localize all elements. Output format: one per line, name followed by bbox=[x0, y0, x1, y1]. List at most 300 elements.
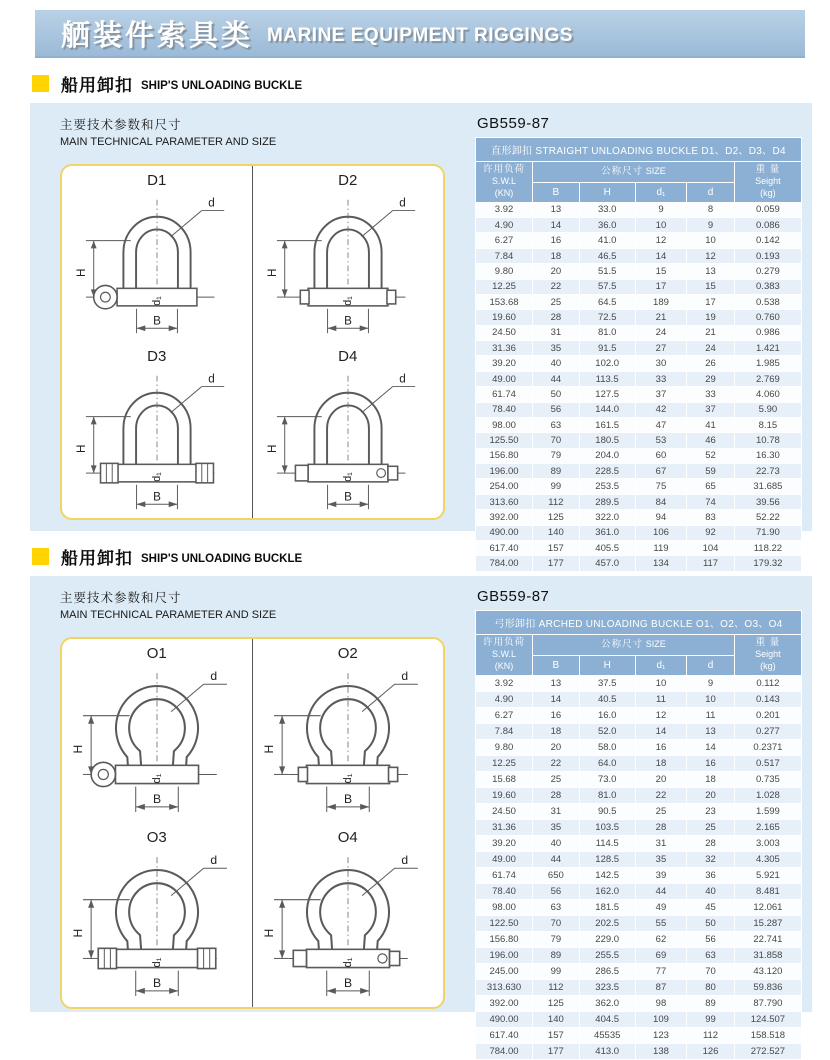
table-cell: 119 bbox=[635, 540, 687, 555]
table-cell: 10 bbox=[687, 233, 735, 248]
table-cell: 112 bbox=[533, 494, 580, 509]
table-title: 直形卸扣 STRAIGHT UNLOADING BUCKLE D1、D2、D3、D4 bbox=[476, 138, 802, 162]
table-row bbox=[476, 310, 802, 325]
dim-label-h: H bbox=[261, 928, 276, 938]
table-cell: 42 bbox=[635, 402, 687, 417]
table-row bbox=[476, 294, 802, 309]
table-cell: 35 bbox=[533, 341, 580, 356]
table-cell: 127.5 bbox=[579, 387, 635, 402]
diagram-label: O3 bbox=[146, 829, 167, 846]
table-cell: 286.5 bbox=[579, 963, 635, 979]
table-cell: 22 bbox=[533, 279, 580, 294]
dee-shackle-eye-pin-diagram bbox=[69, 190, 245, 338]
dim-label-b: B bbox=[343, 975, 352, 990]
dim-label-d: d bbox=[401, 853, 408, 868]
table-cell: 1.421 bbox=[734, 341, 801, 356]
table-cell: 8.481 bbox=[734, 883, 801, 899]
table-cell: 650 bbox=[533, 867, 580, 883]
section-heading-straight bbox=[32, 71, 800, 96]
param-label-zh: 主要技术参数和尺寸 bbox=[60, 591, 182, 605]
banner-title-en: MARINE EQUIPMENT RIGGINGS bbox=[267, 25, 573, 46]
table-cell: 16 bbox=[635, 739, 687, 755]
section-title-en: SHIP'S UNLOADING BUCKLE bbox=[141, 552, 303, 565]
dee-shackle-flush-pin-diagram bbox=[260, 190, 436, 338]
table-cell: 158.518 bbox=[734, 1027, 801, 1043]
standard-code: GB559-87 bbox=[477, 588, 550, 605]
table-cell: 6.27 bbox=[476, 707, 533, 723]
table-cell: 413.0 bbox=[579, 1043, 635, 1059]
table-cell: 92 bbox=[687, 525, 735, 540]
table-row bbox=[476, 264, 802, 279]
table-row bbox=[476, 691, 802, 707]
table-cell: 29 bbox=[687, 371, 735, 386]
col-header-h: H bbox=[579, 182, 635, 202]
table-cell: 63 bbox=[533, 417, 580, 432]
table-cell: 28 bbox=[533, 310, 580, 325]
table-cell: 202.5 bbox=[579, 915, 635, 931]
table-cell: 323.5 bbox=[579, 979, 635, 995]
table-cell: 17 bbox=[687, 294, 735, 309]
col-header-weight: 重 量 Seight (kg) bbox=[734, 162, 801, 203]
col-header-d: d bbox=[687, 655, 735, 675]
table-cell: 13 bbox=[687, 723, 735, 739]
table-cell: 49.00 bbox=[476, 371, 533, 386]
dee-shackle-cotter-pin-diagram bbox=[260, 366, 436, 514]
bow-shackle-cotter-pin-diagram bbox=[260, 847, 436, 1001]
table-cell: 37.5 bbox=[579, 675, 635, 691]
table-cell: 44 bbox=[635, 883, 687, 899]
table-cell: 78.40 bbox=[476, 883, 533, 899]
table-cell: 617.40 bbox=[476, 540, 533, 555]
table-cell: 74 bbox=[687, 494, 735, 509]
table-cell: 1.985 bbox=[734, 356, 801, 371]
table-row bbox=[476, 835, 802, 851]
table-cell: 21 bbox=[635, 310, 687, 325]
table-cell: 0.2371 bbox=[734, 739, 801, 755]
col-header-swl: 许用负荷 S.W.L (KN) bbox=[476, 635, 533, 676]
table-cell: 33 bbox=[687, 387, 735, 402]
table-cell: 40 bbox=[533, 835, 580, 851]
section-title-zh: 船用卸扣 bbox=[61, 76, 133, 95]
diagram-box-straight bbox=[60, 164, 445, 520]
table-cell: 87 bbox=[635, 979, 687, 995]
table-cell: 12.25 bbox=[476, 279, 533, 294]
table-cell: 138 bbox=[635, 1043, 687, 1059]
table-row bbox=[476, 915, 802, 931]
table-cell: 81.0 bbox=[579, 325, 635, 340]
table-cell: 142.5 bbox=[579, 867, 635, 883]
table-cell: 19 bbox=[687, 310, 735, 325]
table-cell: 63 bbox=[687, 947, 735, 963]
table-cell: 81.0 bbox=[579, 787, 635, 803]
table-cell: 10 bbox=[687, 691, 735, 707]
table-cell: 10 bbox=[635, 218, 687, 233]
table-row bbox=[476, 233, 802, 248]
dim-label-d1: d₁ bbox=[150, 472, 163, 482]
table-cell: 784.00 bbox=[476, 556, 533, 571]
dim-label-d: d bbox=[399, 196, 406, 210]
table-row bbox=[476, 448, 802, 463]
table-cell: 156.80 bbox=[476, 448, 533, 463]
table-row bbox=[476, 248, 802, 263]
table-cell: 177 bbox=[533, 556, 580, 571]
table-row bbox=[476, 341, 802, 356]
yellow-bullet-icon bbox=[32, 75, 49, 92]
table-cell: 89 bbox=[533, 947, 580, 963]
table-cell: 61.74 bbox=[476, 867, 533, 883]
table-cell: 617.40 bbox=[476, 1027, 533, 1043]
table-cell: 13 bbox=[533, 675, 580, 691]
table-cell: 189 bbox=[635, 294, 687, 309]
table-cell: 16 bbox=[687, 755, 735, 771]
diagram-label: D4 bbox=[338, 348, 358, 365]
param-label-en: MAIN TECHNICAL PARAMETER AND SIZE bbox=[60, 609, 277, 621]
table-row bbox=[476, 494, 802, 509]
table-cell: 181.5 bbox=[579, 899, 635, 915]
table-row bbox=[476, 819, 802, 835]
table-cell: 59 bbox=[687, 464, 735, 479]
table-column bbox=[475, 115, 802, 570]
diagram-cell-d4 bbox=[253, 342, 444, 518]
table-cell: 0.112 bbox=[734, 675, 801, 691]
dim-label-b: B bbox=[343, 791, 352, 806]
table-cell: 392.00 bbox=[476, 510, 533, 525]
table-row bbox=[476, 979, 802, 995]
table-cell: 71.90 bbox=[734, 525, 801, 540]
table-cell: 322.0 bbox=[579, 510, 635, 525]
dim-label-h: H bbox=[261, 744, 276, 754]
table-cell: 21 bbox=[687, 325, 735, 340]
table-row bbox=[476, 739, 802, 755]
table-title: 弓形卸扣 ARCHED UNLOADING BUCKLE O1、O2、O3、O4 bbox=[476, 611, 802, 635]
dim-label-d1: d₁ bbox=[341, 296, 354, 306]
table-cell: 89 bbox=[687, 995, 735, 1011]
table-cell: 4.90 bbox=[476, 218, 533, 233]
table-cell: 24.50 bbox=[476, 325, 533, 340]
table-cell: 25 bbox=[687, 819, 735, 835]
table-row bbox=[476, 803, 802, 819]
table-cell: 53 bbox=[635, 433, 687, 448]
col-header-b: B bbox=[533, 182, 580, 202]
table-cell: 5.921 bbox=[734, 867, 801, 883]
dim-label-d1: d₁ bbox=[341, 773, 354, 784]
table-cell: 70 bbox=[687, 963, 735, 979]
table-cell: 0.383 bbox=[734, 279, 801, 294]
table-cell: 11 bbox=[635, 691, 687, 707]
table-cell: 254.00 bbox=[476, 479, 533, 494]
table-column bbox=[475, 588, 802, 1057]
arched-buckle-table bbox=[475, 610, 802, 1060]
table-cell: 490.00 bbox=[476, 525, 533, 540]
table-cell: 35 bbox=[635, 851, 687, 867]
table-cell: 22 bbox=[635, 787, 687, 803]
table-cell: 15 bbox=[635, 264, 687, 279]
dim-label-d1: d₁ bbox=[150, 957, 163, 968]
section-title-en: SHIP'S UNLOADING BUCKLE bbox=[141, 79, 303, 92]
table-cell: 22.741 bbox=[734, 931, 801, 947]
table-cell: 45 bbox=[687, 899, 735, 915]
table-cell: 7.84 bbox=[476, 248, 533, 263]
dim-label-h: H bbox=[70, 928, 85, 938]
table-cell: 4.060 bbox=[734, 387, 801, 402]
table-cell: 144.0 bbox=[579, 402, 635, 417]
table-cell: 0.193 bbox=[734, 248, 801, 263]
table-cell: 46.5 bbox=[579, 248, 635, 263]
table-row bbox=[476, 1043, 802, 1059]
table-row bbox=[476, 771, 802, 787]
table-cell: 102.0 bbox=[579, 356, 635, 371]
table-cell: 84 bbox=[635, 494, 687, 509]
table-cell: 12 bbox=[635, 707, 687, 723]
table-cell: 31 bbox=[635, 835, 687, 851]
table-cell: 14 bbox=[635, 248, 687, 263]
section-panel-arched bbox=[30, 576, 812, 1057]
table-cell: 12 bbox=[635, 233, 687, 248]
table-cell: 9.80 bbox=[476, 264, 533, 279]
table-row bbox=[476, 723, 802, 739]
table-cell: 99 bbox=[533, 963, 580, 979]
table-cell: 123 bbox=[635, 1027, 687, 1043]
table-cell: 12.25 bbox=[476, 755, 533, 771]
table-cell: 196.00 bbox=[476, 464, 533, 479]
table-cell: 62 bbox=[635, 931, 687, 947]
table-cell: 125 bbox=[533, 510, 580, 525]
table-cell: 4.305 bbox=[734, 851, 801, 867]
table-cell: 3.92 bbox=[476, 675, 533, 691]
table-cell: 3.003 bbox=[734, 835, 801, 851]
table-row bbox=[476, 387, 802, 402]
dim-label-h: H bbox=[265, 444, 279, 453]
table-cell: 69 bbox=[635, 947, 687, 963]
table-row bbox=[476, 1027, 802, 1043]
table-cell: 50 bbox=[533, 387, 580, 402]
table-cell: 8.15 bbox=[734, 417, 801, 432]
table-cell: 19.60 bbox=[476, 310, 533, 325]
table-cell: 11 bbox=[687, 707, 735, 723]
table-cell: 31.36 bbox=[476, 819, 533, 835]
diagram-label: O1 bbox=[146, 645, 167, 662]
table-cell: 272.527 bbox=[734, 1043, 801, 1059]
table-row bbox=[476, 540, 802, 555]
table-cell: 44 bbox=[533, 371, 580, 386]
table-cell: 156.80 bbox=[476, 931, 533, 947]
table-cell: 229.0 bbox=[579, 931, 635, 947]
table-cell: 23 bbox=[687, 803, 735, 819]
table-cell: 9.80 bbox=[476, 739, 533, 755]
table-cell: 78.40 bbox=[476, 402, 533, 417]
table-cell: 104 bbox=[687, 540, 735, 555]
table-cell: 59.836 bbox=[734, 979, 801, 995]
table-cell: 177 bbox=[533, 1043, 580, 1059]
table-row bbox=[476, 433, 802, 448]
table-cell: 490.00 bbox=[476, 1011, 533, 1027]
table-cell: 14 bbox=[687, 739, 735, 755]
bow-shackle-eye-pin-diagram bbox=[69, 663, 245, 817]
table-cell: 28 bbox=[687, 835, 735, 851]
table-cell: 79 bbox=[533, 448, 580, 463]
table-row bbox=[476, 325, 802, 340]
table-row bbox=[476, 371, 802, 386]
table-cell: 33 bbox=[635, 371, 687, 386]
table-cell: 6.27 bbox=[476, 233, 533, 248]
dim-label-b: B bbox=[152, 791, 161, 806]
table-row bbox=[476, 479, 802, 494]
table-cell: 75 bbox=[635, 479, 687, 494]
col-header-h: H bbox=[579, 655, 635, 675]
table-row bbox=[476, 963, 802, 979]
table-cell: 14 bbox=[533, 691, 580, 707]
diagram-cell-o1 bbox=[62, 639, 253, 823]
table-cell: 39.56 bbox=[734, 494, 801, 509]
table-cell: 228.5 bbox=[579, 464, 635, 479]
table-cell: 79 bbox=[533, 931, 580, 947]
table-cell: 18 bbox=[533, 723, 580, 739]
table-cell: 31.36 bbox=[476, 341, 533, 356]
dim-label-b: B bbox=[152, 490, 161, 504]
table-cell: 73.0 bbox=[579, 771, 635, 787]
table-cell: 16.0 bbox=[579, 707, 635, 723]
table-cell: 15.287 bbox=[734, 915, 801, 931]
table-cell: 140 bbox=[533, 525, 580, 540]
table-cell: 14 bbox=[533, 218, 580, 233]
table-cell: 64.5 bbox=[579, 294, 635, 309]
yellow-bullet-icon bbox=[32, 548, 49, 565]
table-cell: 91.5 bbox=[579, 341, 635, 356]
diagram-cell-o2 bbox=[253, 639, 444, 823]
dim-label-b: B bbox=[343, 490, 352, 504]
table-cell: 36.0 bbox=[579, 218, 635, 233]
table-row bbox=[476, 867, 802, 883]
col-header-swl: 许用负荷 S.W.L (KN) bbox=[476, 162, 533, 203]
table-cell: 404.5 bbox=[579, 1011, 635, 1027]
table-cell: 57.5 bbox=[579, 279, 635, 294]
table-cell: 39.20 bbox=[476, 356, 533, 371]
table-cell: 15.68 bbox=[476, 771, 533, 787]
table-cell: 0.538 bbox=[734, 294, 801, 309]
table-cell: 19.60 bbox=[476, 787, 533, 803]
dim-label-d: d bbox=[401, 669, 408, 684]
bow-shackle-flush-pin-diagram bbox=[260, 663, 436, 817]
table-cell: 157 bbox=[533, 540, 580, 555]
diagram-column bbox=[60, 115, 475, 523]
table-row bbox=[476, 464, 802, 479]
table-cell: 20 bbox=[635, 771, 687, 787]
table-cell: 31 bbox=[533, 803, 580, 819]
table-cell: 362.0 bbox=[579, 995, 635, 1011]
table-cell: 18 bbox=[635, 755, 687, 771]
table-cell: 16 bbox=[533, 233, 580, 248]
table-cell: 51.5 bbox=[579, 264, 635, 279]
dim-label-d1: d₁ bbox=[150, 296, 163, 306]
table-cell: 56 bbox=[533, 883, 580, 899]
table-cell: 128.5 bbox=[579, 851, 635, 867]
dim-label-d: d bbox=[399, 372, 406, 386]
table-cell: 43.120 bbox=[734, 963, 801, 979]
table-cell: 405.5 bbox=[579, 540, 635, 555]
dim-label-h: H bbox=[74, 444, 88, 453]
diagram-label: D3 bbox=[147, 348, 167, 365]
table-cell: 18 bbox=[533, 248, 580, 263]
table-cell: 25 bbox=[533, 294, 580, 309]
section-title-zh: 船用卸扣 bbox=[61, 549, 133, 568]
table-cell: 65 bbox=[687, 479, 735, 494]
col-header-d1: d₁ bbox=[635, 655, 687, 675]
bow-shackle-bolt-pin-diagram bbox=[69, 847, 245, 1001]
diagram-cell-o4 bbox=[253, 823, 444, 1007]
table-cell: 58.0 bbox=[579, 739, 635, 755]
table-cell: 106 bbox=[635, 525, 687, 540]
table-cell: 35 bbox=[533, 819, 580, 835]
table-cell: 40 bbox=[687, 883, 735, 899]
table-cell: 255.5 bbox=[579, 947, 635, 963]
table-cell: 49 bbox=[635, 899, 687, 915]
dim-label-d: d bbox=[208, 196, 215, 210]
table-cell: 196.00 bbox=[476, 947, 533, 963]
table-cell: 87.790 bbox=[734, 995, 801, 1011]
table-cell: 162.0 bbox=[579, 883, 635, 899]
table-cell: 60 bbox=[635, 448, 687, 463]
dim-label-d: d bbox=[208, 372, 215, 386]
dim-label-d: d bbox=[210, 853, 217, 868]
dim-label-b: B bbox=[152, 314, 161, 328]
table-cell: 125 bbox=[533, 995, 580, 1011]
table-cell: 4.90 bbox=[476, 691, 533, 707]
table-cell: 56 bbox=[687, 931, 735, 947]
table-cell: 25 bbox=[533, 771, 580, 787]
table-cell: 113.5 bbox=[579, 371, 635, 386]
table-cell: 83 bbox=[687, 510, 735, 525]
table-cell: 157 bbox=[533, 1027, 580, 1043]
table-cell: 89 bbox=[533, 464, 580, 479]
table-cell: 0.279 bbox=[734, 264, 801, 279]
table-cell: 40 bbox=[533, 356, 580, 371]
page-banner bbox=[35, 10, 805, 58]
table-cell: 52 bbox=[687, 448, 735, 463]
table-cell: 94 bbox=[635, 510, 687, 525]
table-cell: 99 bbox=[533, 479, 580, 494]
col-header-size: 公称尺寸 SIZE bbox=[533, 635, 735, 656]
table-cell: 49.00 bbox=[476, 851, 533, 867]
table-cell: 9 bbox=[687, 675, 735, 691]
table-row bbox=[476, 947, 802, 963]
straight-buckle-table bbox=[475, 137, 802, 572]
col-header-d: d bbox=[687, 182, 735, 202]
table-cell: 0.277 bbox=[734, 723, 801, 739]
table-cell: 7.84 bbox=[476, 723, 533, 739]
diagram-label: D1 bbox=[147, 172, 167, 189]
col-header-b: B bbox=[533, 655, 580, 675]
table-cell: 45535 bbox=[579, 1027, 635, 1043]
table-cell: 70 bbox=[533, 433, 580, 448]
dim-label-d: d bbox=[210, 669, 217, 684]
table-cell: 20 bbox=[533, 739, 580, 755]
table-cell: 25 bbox=[635, 803, 687, 819]
table-cell: 1.028 bbox=[734, 787, 801, 803]
table-row bbox=[476, 707, 802, 723]
table-cell: 16 bbox=[533, 707, 580, 723]
diagram-column bbox=[60, 588, 475, 1004]
table-cell: 118.22 bbox=[734, 540, 801, 555]
table-cell: 289.5 bbox=[579, 494, 635, 509]
table-cell: 0.760 bbox=[734, 310, 801, 325]
table-row bbox=[476, 787, 802, 803]
dim-label-h: H bbox=[70, 744, 85, 754]
table-cell: 28 bbox=[533, 787, 580, 803]
diagram-box-arched bbox=[60, 637, 445, 1009]
table-cell: 50 bbox=[687, 915, 735, 931]
table-cell: 20 bbox=[533, 264, 580, 279]
banner-title-zh: 舾装件索具类 bbox=[61, 19, 254, 52]
